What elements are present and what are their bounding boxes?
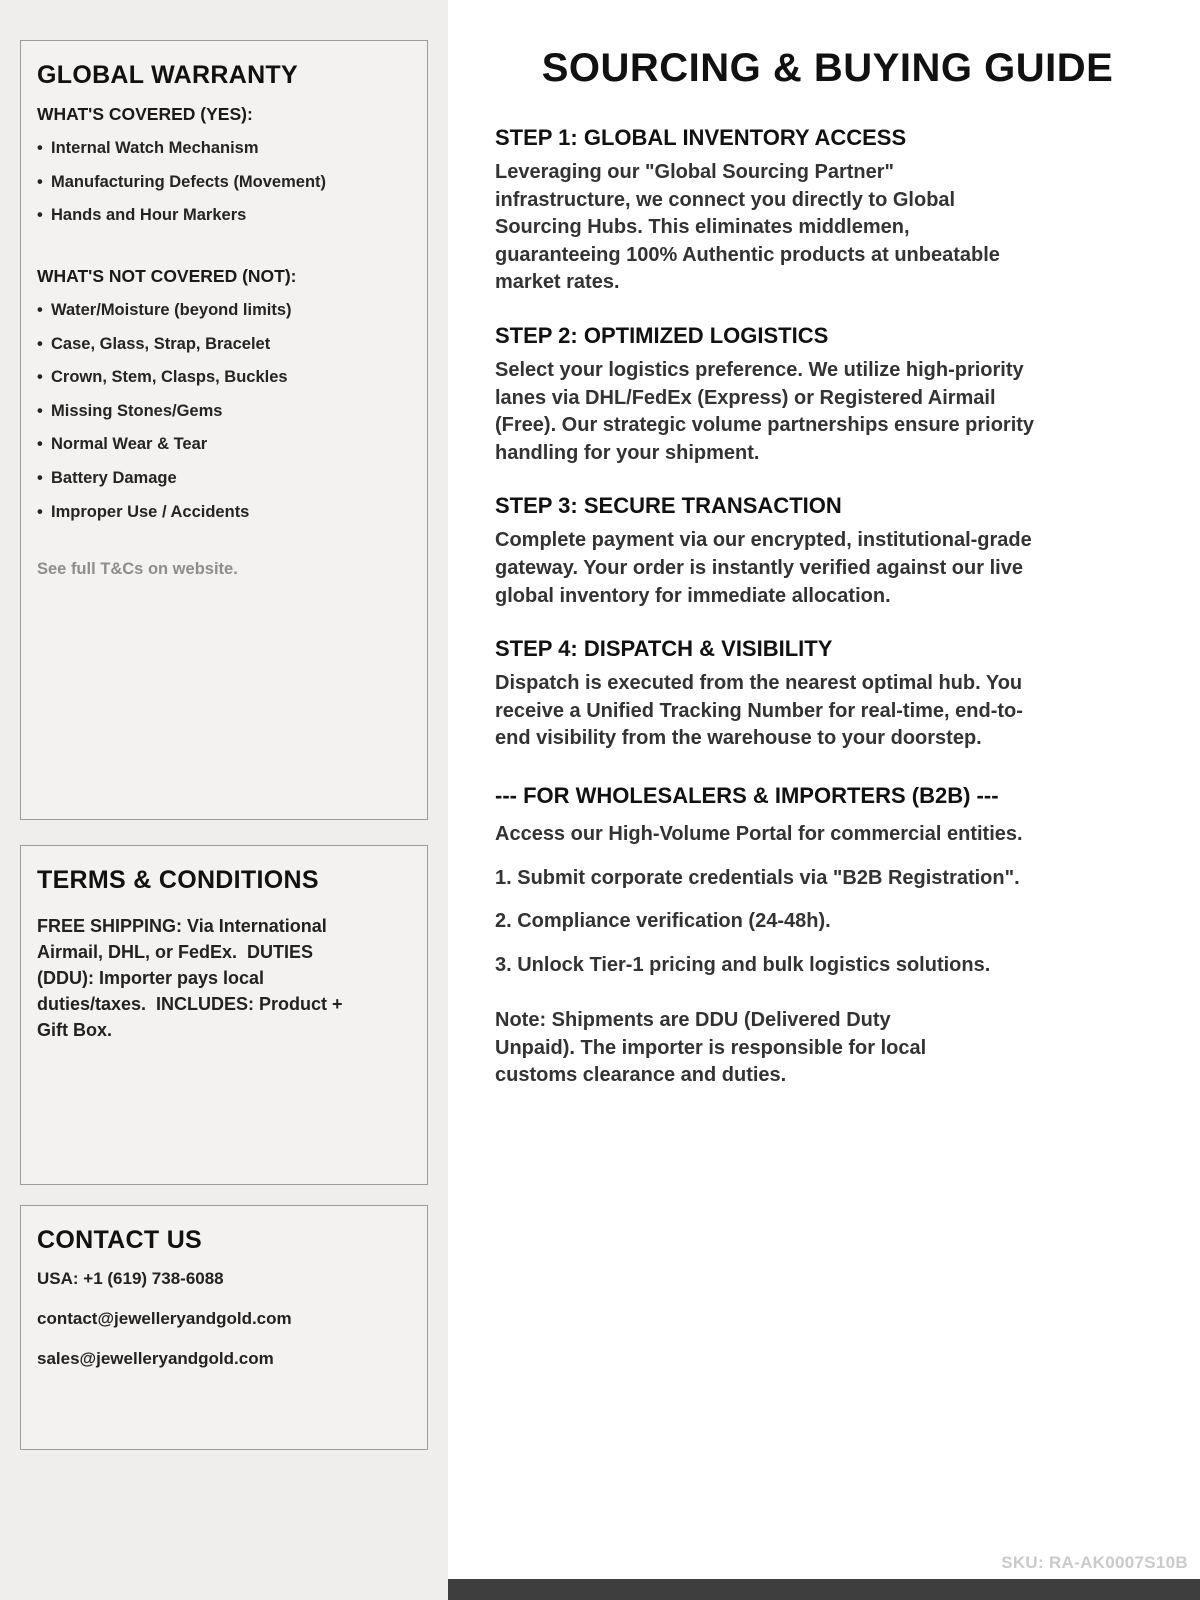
covered-subtitle: WHAT'S COVERED (YES): [37,104,253,124]
b2b-title: --- FOR WHOLESALERS & IMPORTERS (B2B) --- [495,782,999,808]
contact-title: CONTACT US [37,1226,203,1254]
step-4 [495,636,1160,753]
b2b-note: Note: Shipments are DDU (Delivered Duty Unpaid). The importer is responsible for local customs clearance and duties. [495,1009,927,1087]
step-1-body: Leveraging our "Global Sourcing Partner" infrastructure, we connect you directly to Global Sourcing Hubs. This eliminates middlemen, guaranteeing 100% Authentic products at unbeatable market rates. [495,161,1000,294]
contact-phone: USA: +1 (619) 738-6088 [37,1269,224,1288]
covered-item: • Internal Watch Mechanism [37,138,411,159]
bottom-bar [448,1579,1200,1600]
contact-email-sales: sales@jewelleryandgold.com [37,1349,274,1368]
warranty-footnote: See full T&Cs on website. [37,560,238,579]
main-footer [448,1553,1200,1600]
step-1-title: STEP 1: GLOBAL INVENTORY ACCESS [495,125,907,150]
step-3-body: Complete payment via our encrypted, institutional-grade gateway. Your order is instantly verified against our live global inventory for immediate allocation. [495,529,1032,607]
contact-email-primary: contact@jewelleryandgold.com [37,1309,292,1328]
not-covered-item: • Improper Use / Accidents [37,502,411,523]
not-covered-item: • Missing Stones/Gems [37,401,411,422]
b2b-item-2: 2. Compliance verification (24-48h). [495,910,831,933]
contact-panel [20,1205,428,1450]
warranty-title: GLOBAL WARRANTY [37,61,298,89]
step-3 [495,493,1160,610]
not-covered-item: • Water/Moisture (beyond limits) [37,300,411,321]
terms-body: FREE SHIPPING: Via International Airmail, DHL, or FedEx. DUTIES (DDU): Importer pays local duties/taxes. INCLUDES: Product + Gift Box. [37,916,348,1041]
sku-label: SKU: RA-AK0007S10B [1001,1553,1188,1572]
step-4-title: STEP 4: DISPATCH & VISIBILITY [495,636,833,662]
b2b-item-3: 3. Unlock Tier-1 pricing and bulk logistics solutions. [495,953,991,976]
warranty-panel [20,40,428,820]
not-covered-subtitle: WHAT'S NOT COVERED (NOT): [37,265,297,286]
main-content [448,0,1200,1553]
main-area [448,0,1200,1600]
step-3-title: STEP 3: SECURE TRANSACTION [495,493,842,519]
not-covered-item: • Crown, Stem, Clasps, Buckles [37,367,411,388]
step-4-body: Dispatch is executed from the nearest optimal hub. You receive a Unified Tracking Number for real-time, end-to-end visibility from the warehouse to your doorstep. [495,672,1023,750]
not-covered-item: • Normal Wear & Tear [37,434,411,455]
b2b-intro: Access our High-Volume Portal for commercial entities. [495,822,1023,845]
covered-item: • Manufacturing Defects (Movement) [37,172,411,193]
covered-item: • Hands and Hour Markers [37,205,411,226]
b2b-item-1: 1. Submit corporate credentials via "B2B Registration". [495,866,1020,889]
page-title: SOURCING & BUYING GUIDE [541,46,1114,90]
step-1 [495,125,1160,297]
step-2-title: STEP 2: OPTIMIZED LOGISTICS [495,322,829,348]
terms-title: TERMS & CONDITIONS [37,866,319,894]
not-covered-item: • Case, Glass, Strap, Bracelet [37,334,411,355]
step-2-body: Select your logistics preference. We utilize high-priority lanes via DHL/FedEx (Express) or Registered Airmail (Free). Our strategic volume partnerships ensure priority handling for your shipment. [495,358,1035,464]
step-2 [495,323,1160,467]
sidebar [0,0,448,1600]
terms-panel [20,845,428,1185]
b2b-section [495,783,1160,1090]
not-covered-item: • Battery Damage [37,468,411,489]
